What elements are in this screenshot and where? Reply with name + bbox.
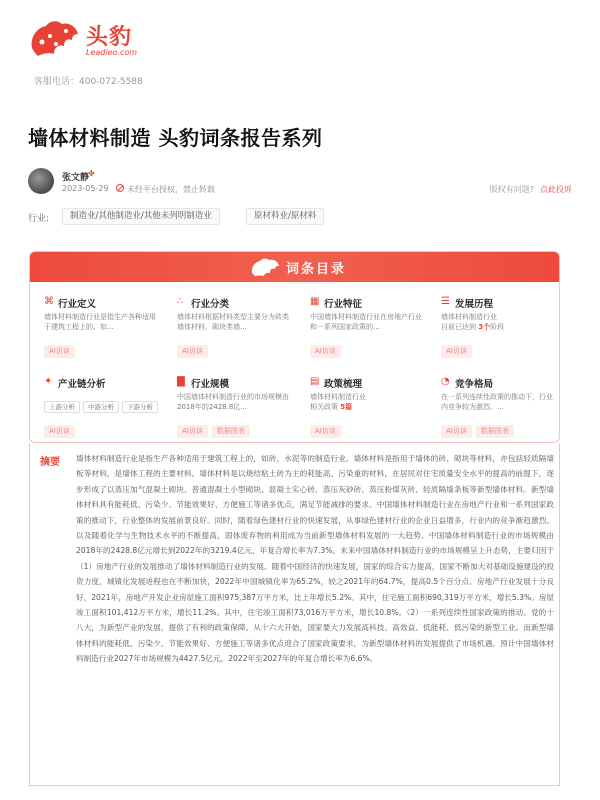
ai-interview-button[interactable]: AI访谈 <box>177 425 208 438</box>
page-title: 墙体材料制造 头豹词条报告系列 <box>28 126 323 150</box>
history-icon: ☰ <box>441 296 450 307</box>
toc-item-title: 行业特征 <box>324 299 363 310</box>
abstract-section <box>29 443 560 786</box>
copyright-question: 版权有问题? <box>489 185 534 194</box>
forbidden-icon <box>116 184 124 192</box>
brand-header <box>28 16 188 86</box>
ai-interview-button[interactable]: AI访谈 <box>177 345 208 358</box>
toc-item-desc: 墙体材料制造行业 目前已达到 3个阶段 <box>441 313 505 331</box>
author-name[interactable]: 张文静 <box>62 173 90 183</box>
abstract-text: 墙体材料制造行业是指生产各种适用于建筑工程上的，如砖、水泥等的制造行业。墙体材料是指用于墙体的砖、砌块等材料，亦包括轻质隔墙板等材料，是墙体工程的主要材料。墙体材料是以烧结粘土砖为主的耗能高、污染重的材料，在居民对住宅质量安全水平的提高的前提下，逐步形成了以蒸压加气混凝土砌块、普通混凝土小型砌块、混凝土实心砖、蒸压灰砂砖、蒸压粉煤灰砖、轻质隔墙条板等新型墙体材料。新型墙体材料具有能耗低、污染少、节能效果好、方便施工等诸多优点，满足节能减排的要求。中国墙体材料制造行业在房地产行业和一系列国家政策的推动下，行业整体的发展前景良好。同时，随着绿色建材行业的快速发展，从事绿色建材行业的企业日益增多，行业内的竞争渐趋激烈。以及随着化学与生物技术水平的不断提高，固体废弃物的利用成为当前新型墙体材料发展的一大趋势。中国墙体材料制造行业的市场规模由2018年的2428.8亿元增长到2022年的3219.4亿元，年复合增长率为7.3%。未来中国墙体材料制造行业的市场规模呈上升态势，主要归因于（1）房地产行业的发展推动了墙体材料制造行业的发展。随着中国经济的快速发展，国家的综合实力提高，国家不断加大对基础设施建设的投资力度，城镇化发展进程也在不断加快，2022年中国城镇化率为65.2%，较之2021年的64.7%，提高0.5个百分点。房地产行业发展十分良好，2021年，房地产开发企业房屋施工面积975,387万平方米，比上年增长5.2%。其中，住宅施工面积690,319万平方米，增长5.3%。房屋竣工面积101,412万平方米，增长11.2%。其中，住宅竣工面积73,016万平方米，增长10.8%。（2）一系列连续性国家政策的推动。党的十八大，为新型产业的发展，提供了有利的政策保障。从十六大开始，国家要大力发展高科技、高效益、低能耗、低污染的新型工业。而新型墙体材料的能耗低、污染少、节能效果好、方便施工等诸多优点迎合了国家政策要求，为新型墙体材料的发展提供了市场机遇。预计中国墙体材料制造行业2027年市场规模为4427.5亿元，2022年至2027年的年复合增长率为6.6%。 <box>76 454 554 664</box>
ai-interview-button[interactable]: AI访谈 <box>44 345 75 358</box>
classification-icon: ∴ <box>177 296 184 307</box>
toc-item-title: 产业链分析 <box>58 379 106 390</box>
industry-tag[interactable]: 制造业/其他制造业/其他未列明制造业 <box>62 208 220 225</box>
feature-icon: ▦ <box>310 296 320 307</box>
toc-item-classification[interactable] <box>177 296 295 362</box>
post-date: 2023-05-29 <box>62 184 109 193</box>
toc-item-title: 发展历程 <box>455 299 494 310</box>
author-row <box>28 168 572 198</box>
toc-item-desc: 在一系列连续性政策的推动下，行业内竞争较为激烈。... <box>441 393 553 411</box>
industry-label: 行业: <box>28 214 50 224</box>
industry-tag[interactable]: 原材料业/原材料 <box>246 208 324 225</box>
toc-item-scale[interactable] <box>177 376 295 442</box>
chain-icon: ✦ <box>44 376 53 387</box>
toc-item-definition[interactable] <box>44 296 162 362</box>
brand-url[interactable]: Leadleo.com <box>86 48 138 57</box>
competition-icon: ◔ <box>441 376 450 387</box>
toc-item-desc: 墙体材料根据材料类型主要分为砖类墙体材料、砌块类墙... <box>177 313 289 331</box>
upstream-tag[interactable]: 上游分析 <box>44 401 80 413</box>
toc-item-feature[interactable] <box>310 296 428 362</box>
leopard-logo-icon <box>250 257 280 277</box>
ai-interview-button[interactable]: AI访谈 <box>441 345 472 358</box>
toc-item-title: 行业定义 <box>58 299 97 310</box>
repost-notice: 未经平台授权，禁止转载 <box>127 185 215 194</box>
definition-icon: ⌘ <box>44 296 54 307</box>
toc-item-title: 竞争格局 <box>455 379 494 390</box>
midstream-tag[interactable]: 中游分析 <box>83 401 119 413</box>
toc-item-competition[interactable] <box>441 376 559 442</box>
toc-item-title: 行业分类 <box>191 299 230 310</box>
toc-item-desc: 中国墙体材料制造行业在房地产行业和一系列国家政策的... <box>310 313 422 331</box>
brand-name: 头豹 <box>86 25 133 50</box>
policy-icon: ▤ <box>310 376 320 387</box>
ai-interview-button[interactable]: AI访谈 <box>310 345 341 358</box>
leopard-logo-icon[interactable] <box>28 18 80 58</box>
data-chart-button[interactable]: 数据图表 <box>476 425 514 438</box>
author-badge-icon: ✤ <box>88 169 95 178</box>
downstream-tag[interactable]: 下游分析 <box>122 401 158 413</box>
toc-item-title: 政策梳理 <box>324 379 363 390</box>
complain-link[interactable]: 点此投诉 <box>540 185 572 194</box>
toc-item-chain[interactable] <box>44 376 162 442</box>
ai-interview-button[interactable]: AI访谈 <box>310 425 341 438</box>
toc-item-policy[interactable] <box>310 376 428 442</box>
chain-tags <box>44 394 161 413</box>
toc-item-desc: 中国墙体材料制造行业的市场规模由2018年的2428.8亿... <box>177 393 289 411</box>
toc-item-title: 行业规模 <box>191 379 230 390</box>
toc-title: 词条目录 <box>286 262 347 277</box>
toc-header <box>30 252 559 282</box>
scale-icon: ▇ <box>177 376 185 387</box>
data-chart-button[interactable]: 数据图表 <box>212 425 250 438</box>
toc-panel <box>29 251 560 443</box>
ai-interview-button[interactable]: AI访谈 <box>44 425 75 438</box>
ai-interview-button[interactable]: AI访谈 <box>441 425 472 438</box>
avatar[interactable] <box>28 168 54 194</box>
toc-item-desc: 墙体材料制造行业是指生产各种适用于建筑工程上的、如... <box>44 313 156 331</box>
abstract-label: 摘要 <box>40 457 60 468</box>
toc-item-desc: 墙体材料制造行业 相关政策 5篇 <box>310 393 366 411</box>
service-hotline: 客服电话：400-072-5588 <box>34 77 143 87</box>
toc-item-history[interactable] <box>441 296 559 362</box>
